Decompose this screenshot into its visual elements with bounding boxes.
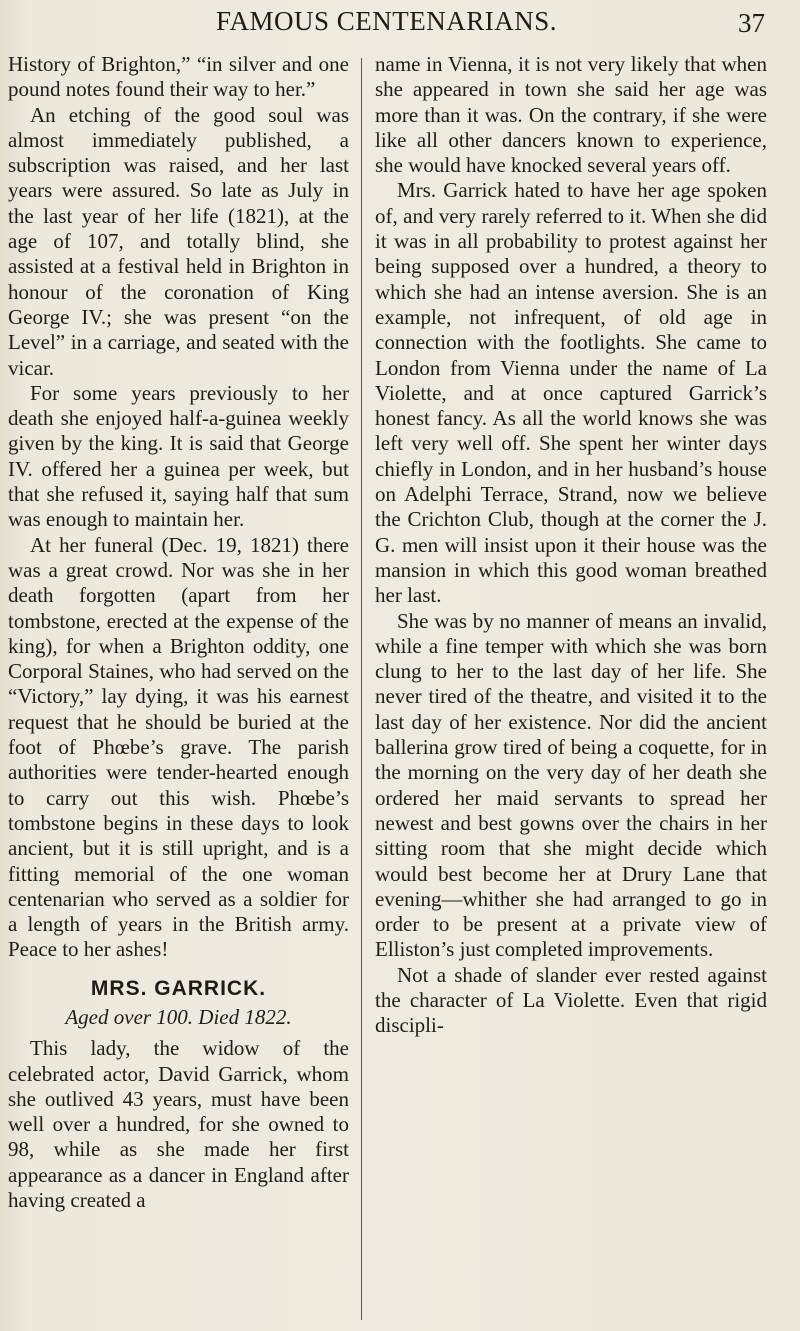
paragraph: name in Vienna, it is not very likely that when she appeared in town she said her age was more than it was. On the contrary, if she were like all other dancers known to experience, she would have knocked several years off. <box>375 52 767 178</box>
paragraph: An etching of the good soul was almost immediately published, a subscription was raised, and her last years were assured. So late as July in the last year of her life (1821), at the age of 107, and totally blind, she assisted at a festival held in Brighton in honour of the coronation of King George IV.; she was present “on the Level” in a carriage, and seated with the vicar. <box>8 102 349 380</box>
running-title: FAMOUS CENTENARIANS. <box>216 6 558 36</box>
paragraph: At her funeral (Dec. 19, 1821) there was a great crowd. Nor was she in her death forgotten (apart from her tombstone, erected at the expense of the king), for when a Brighton oddity, one Corporal Staines, who had served on the “Victory,” lay dying, it was his earnest request that he should be buried at the foot of Phœbe’s grave. The parish authorities were tender-hearted enough to carry out this wish. Phœbe’s tombstone begins in these days to look ancient, but it is still upright, and is a fitting memorial of the one woman centenarian who served as a soldier for a length of years in the British army. Peace to her ashes! <box>8 532 349 962</box>
paragraph: Not a shade of slander ever rested against the character of La Violette. Even that rigid discipli- <box>375 962 767 1038</box>
page-number: 37 <box>738 8 765 38</box>
paragraph: For some years previously to her death she enjoyed half-a-guinea weekly given by the king. It is said that George IV. offered her a guinea per week, but that she refused it, saying half that sum was enough to maintain her. <box>8 380 349 532</box>
section-subheading: Aged over 100. Died 1822. <box>65 1004 292 1029</box>
paragraph: Mrs. Garrick hated to have her age spoken of, and very rarely referred to it. When she did it was in all probability to protest against her being supposed over a hundred, a theory to which she had an intense aversion. She is an example, not infrequent, of old age in connection with the footlights. She came to London from Vienna under the name of La Violette, and at once captured Garrick’s honest fancy. As all the world knows she was left very well off. She spent her winter days chiefly in London, and in her husband’s house on Adelphi Terrace, Strand, now we believe the Crichton Club, though at the corner the J. G. men will insist upon it their house was the mansion in which this good woman breathed her last. <box>375 178 767 608</box>
paragraph: She was by no manner of means an invalid, while a fine temper with which she was born clung to her to the last day of her life. She never tired of the theatre, and visited it to the last day of her existence. Nor did the ancient ballerina grow tired of being a coquette, for in the morning on the very day of her death she ordered her maid servants to spread her newest and best gowns over the chairs in her sitting room that she might decide which would best become her at Drury Lane that evening—whither she had arranged to go in order to be present at a private view of Elliston’s just completed improvements. <box>375 608 767 962</box>
section-heading: MRS. GARRICK. <box>90 976 267 1000</box>
page-header <box>0 4 800 48</box>
right-column <box>375 52 767 1039</box>
paragraph: This lady, the widow of the celebrated actor, David Garrick, whom she outlived 43 years, must have been well over a hundred, for she owned to 98, while as she made her first appearance as a dancer in England after having created a <box>8 1036 349 1213</box>
paragraph: History of Brighton,” “in silver and one pound notes found their way to her.” <box>8 52 349 102</box>
left-column <box>8 52 349 1213</box>
column-divider <box>361 58 362 1320</box>
